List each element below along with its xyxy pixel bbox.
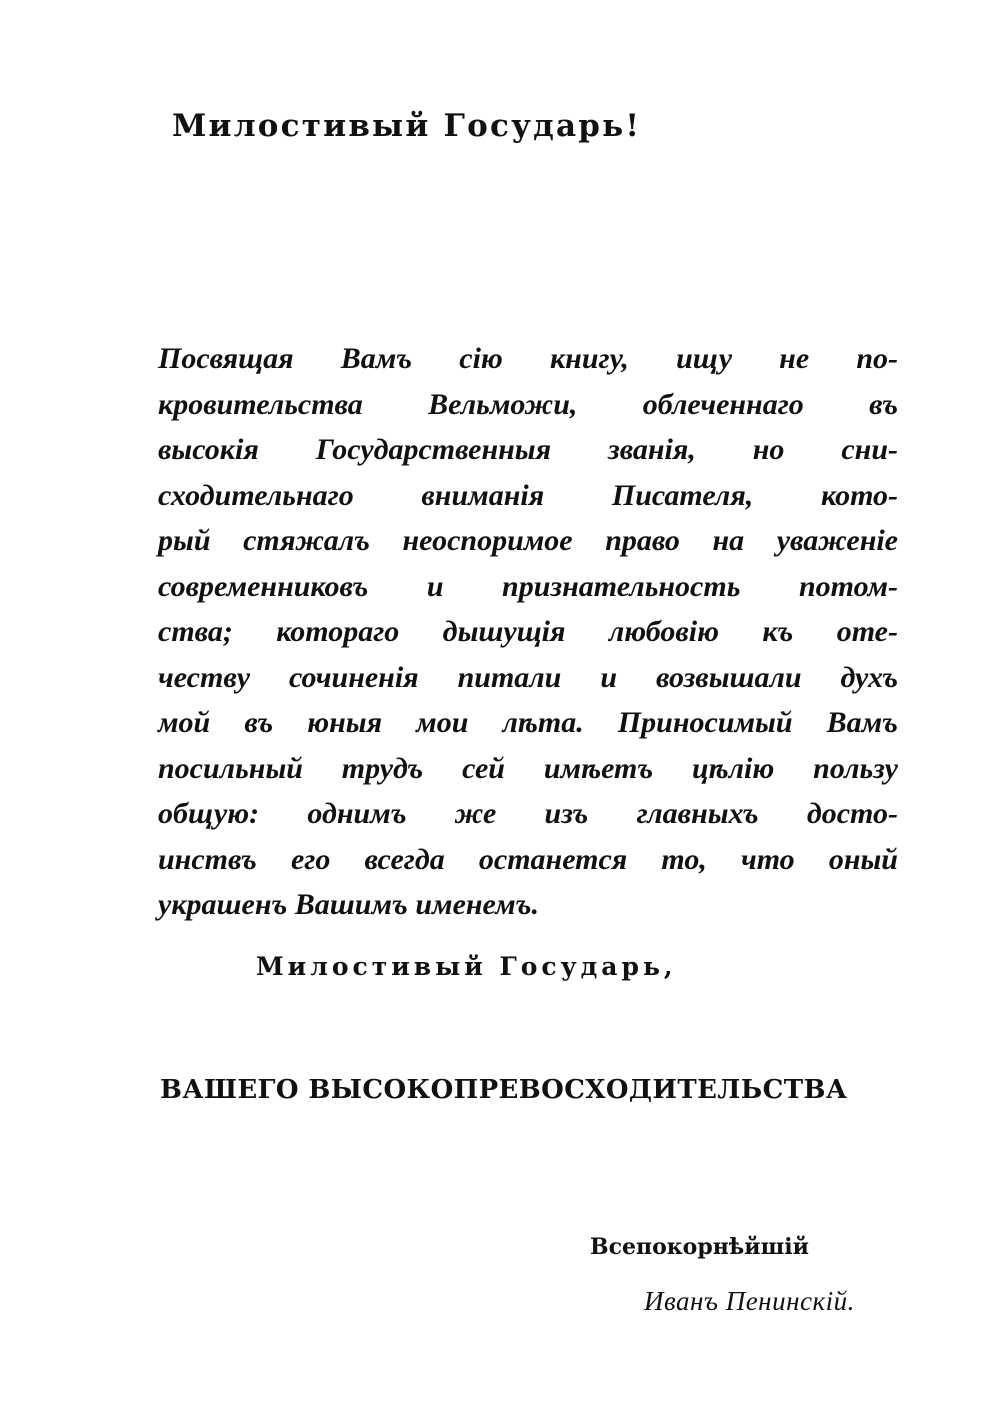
author-signature: Иванъ Пенинскій. [644,1286,855,1316]
text-line: рый стяжалъ неоспоримое право на уваженіе [158,524,898,557]
text-line: Посвящая Вамъ сію книгу, ищу не по- [158,342,898,375]
text-line: мой въ юныя мои лѣта. Приносимый Вамъ [158,706,898,739]
text-line: ства; котораго дышущія любовію къ оте- [158,615,898,648]
dedication-text [158,336,898,928]
text-line: сходительнаго вниманія Писателя, кото- [158,478,898,512]
text-line: инствъ его всегда останется то, что оный [158,842,898,876]
text-line: кровительства Вельможи, облеченнаго въ [158,387,898,421]
text-line: современниковъ и признательность потом- [158,569,898,603]
text-line: посильный трудъ сей имѣетъ цѣлію пользу [158,751,898,785]
excellency-line: ВАШЕГО ВЫСОКОПРЕВОСХОДИТЕЛЬСТВА [160,1075,848,1105]
closing-phrase: Всепокорнѣйшій [590,1234,809,1260]
text-line: высокія Государственныя званія, но сни- [158,433,898,466]
text-line: общую: однимъ же изъ главныхъ досто- [158,797,898,830]
text-line: украшенъ Вашимъ именемъ. [158,888,539,921]
text-line: честву сочиненія питали и возвышали духъ [158,660,898,694]
closing-salutation: Милостивый Государь, [256,952,677,981]
salutation-heading: Милостивый Государь! [172,108,642,144]
